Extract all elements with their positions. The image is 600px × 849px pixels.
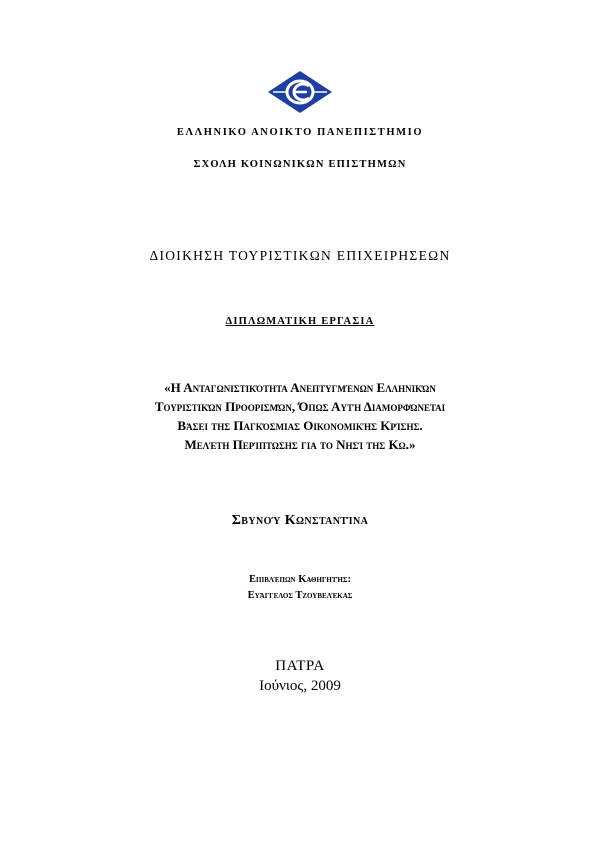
department-name: ΔΙΟΙΚΗΣΗ ΤΟΥΡΙΣΤΙΚΩΝ ΕΠΙΧΕΙΡΗΣΕΩΝ bbox=[149, 248, 451, 263]
university-name: ΕΛΛΗΝΙΚΟ ΑΝΟΙΚΤΟ ΠΑΝΕΠΙΣΤΗΜΙΟ bbox=[176, 127, 424, 138]
thesis-title-line: Τουριστικών Προορισμών, Όπως Αυτή Διαμορφώνεται bbox=[154, 399, 446, 414]
author-name: Σβυνού Κωνσταντίνα bbox=[231, 513, 369, 528]
city: ΠΑΤΡΑ bbox=[275, 658, 325, 674]
supervisor-block bbox=[0, 572, 600, 604]
university-logo-icon bbox=[267, 70, 333, 114]
date: Ιούνιος, 2009 bbox=[259, 678, 341, 694]
school-name: ΣΧΟΛΗ ΚΟΙΝΩΝΙΚΩΝ ΕΠΙΣΤΗΜΩΝ bbox=[193, 159, 407, 170]
thesis-title-line: Βάσει της Παγκόσμιας Οικονομικής Κρίσης. bbox=[177, 418, 423, 433]
supervisor-name: Ευάγγελος Τζουβελέκας bbox=[247, 590, 353, 601]
thesis-type: ΔΙΠΛΩΜΑΤΙΚΗ ΕΡΓΑΣΙΑ bbox=[225, 316, 375, 327]
thesis-title bbox=[0, 378, 600, 454]
supervisor-label: Επιβλέπων Καθηγητής: bbox=[249, 574, 351, 585]
thesis-title-line: «Η Ανταγωνιστικότητα Ανεπτυγμένων Ελληνικών bbox=[164, 380, 436, 395]
thesis-title-line: Μελέτη Περίπτωσης για το Νησί της Κω.» bbox=[184, 437, 416, 452]
